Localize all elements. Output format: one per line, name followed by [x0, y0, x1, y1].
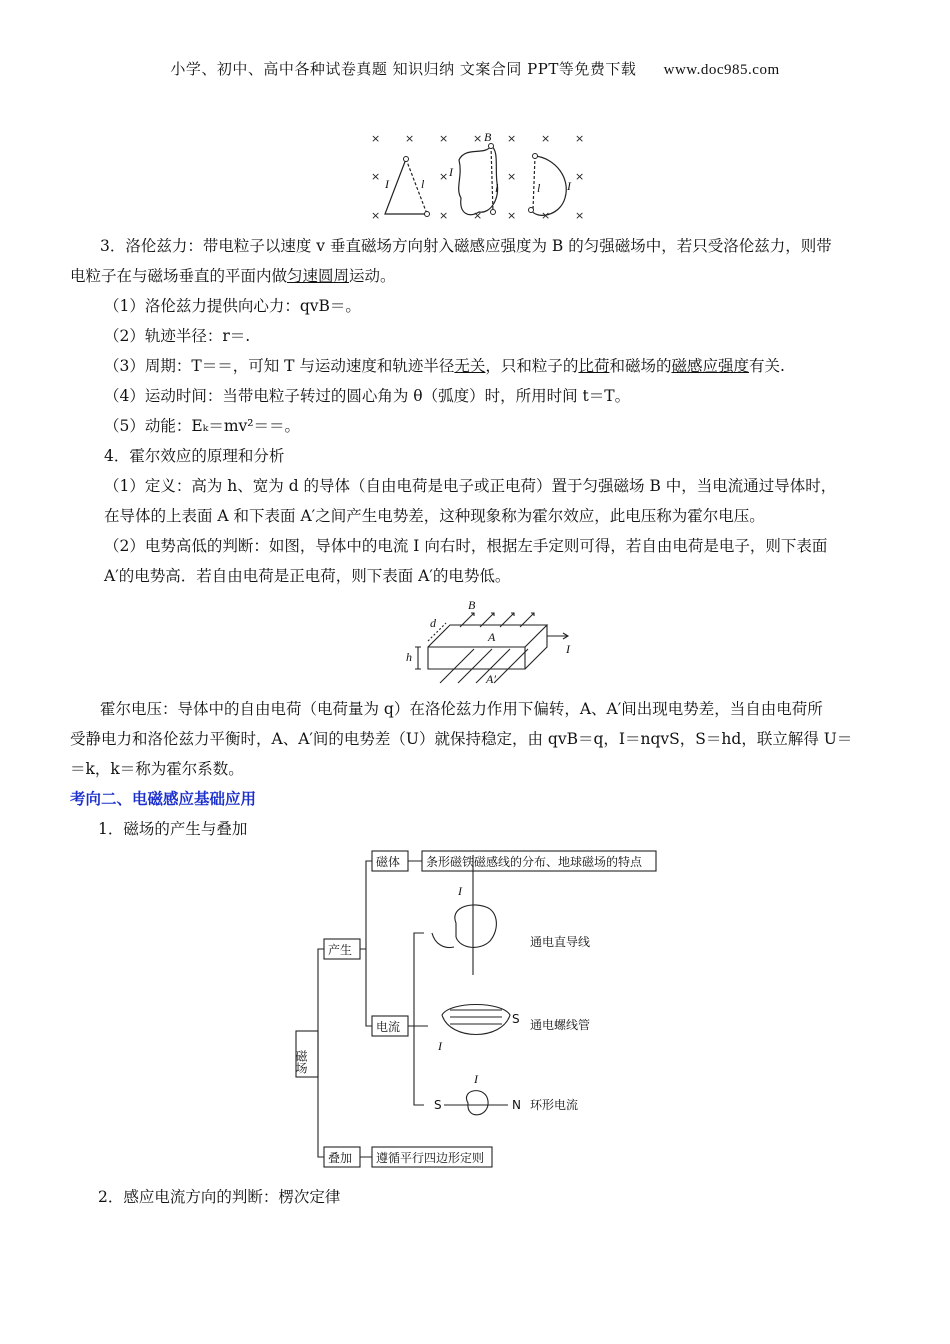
ring-S-label: S: [434, 1098, 442, 1112]
rule-label: 遵循平行四边形定则: [376, 1151, 485, 1165]
s3-line1: 3．洛伦兹力：带电粒子以速度 v 垂直磁场方向射入磁感应强度为 B 的匀强磁场中，若只受洛伦兹力，则带: [100, 237, 832, 255]
s3-item3-u1: 无关: [454, 357, 486, 375]
cross-mark: ×: [507, 170, 517, 183]
curl-arrow: [432, 933, 454, 947]
hand-icon: [455, 905, 497, 947]
open-chord: [533, 156, 535, 210]
solenoid-label: 通电螺线管: [530, 1018, 591, 1032]
magnet-desc-label: 条形磁铁磁感线的分布、地球磁场的特点: [426, 855, 643, 869]
section-2-title: 考向二、电磁感应基础应用: [70, 789, 257, 808]
cross-mark: ×: [507, 132, 517, 145]
hv-line3: ＝k，k＝称为霍尔系数。: [70, 760, 244, 778]
solenoid-S-label: S: [512, 1012, 520, 1026]
hall-voltage-para: [70, 694, 882, 844]
s4-def2: 在导体的上表面 A 和下表面 A′之间产生电势差，这种现象称为霍尔效应，此电压称为霍尔电压。: [104, 507, 765, 525]
irregular-chord: [491, 146, 493, 212]
header-url[interactable]: www.doc985.com: [663, 62, 780, 78]
s3-line2: [70, 261, 882, 291]
cross-mark: ×: [541, 209, 551, 222]
magnet-label: 磁体: [376, 855, 401, 869]
header-text: 小学、初中、高中各种试卷真题 知识归纳 文案合同 PPT等免费下载: [170, 60, 637, 78]
cross-mark: ×: [439, 170, 449, 183]
ring-label: 环形电流: [530, 1098, 579, 1112]
hall-block-side: [525, 625, 547, 669]
cross-mark: ×: [575, 132, 585, 145]
cross-mark: ×: [541, 132, 551, 145]
section-2-item1: 1．磁场的产生与叠加: [98, 820, 248, 838]
cross-mark: ×: [575, 170, 585, 183]
magnetic-field-mindmap: [290, 845, 670, 1175]
wire-I-label: I: [458, 884, 462, 898]
hall-figure: [400, 597, 580, 685]
s3-item3-post: 有关.: [748, 357, 785, 375]
s3-item3-mid2: 和磁场的: [609, 357, 672, 375]
solenoid-icon: [442, 1005, 510, 1035]
cross-mark: ×: [439, 209, 449, 222]
s3-item4: （4）运动时间：当带电粒子转过的圆心角为 θ（弧度）时，所用时间 t＝T。: [104, 387, 631, 405]
s3-item3-mid: ，只和粒子的: [485, 357, 579, 375]
root-branch: [318, 949, 324, 1157]
hall-label-A-prime: A′: [486, 672, 496, 685]
label-l: l: [495, 181, 499, 195]
cross-mark: ×: [507, 209, 517, 222]
cross-mark: ×: [405, 132, 415, 145]
section-2-footer: [70, 1182, 882, 1212]
s3-item3-u2: 比荷: [578, 357, 610, 375]
section-2-item2: 2．感应电流方向的判断：楞次定律: [98, 1188, 341, 1206]
s3-item5: （5）动能：Eₖ＝mv²＝＝。: [104, 417, 300, 435]
hall-block-front: [428, 647, 525, 669]
connector-lines: [360, 861, 422, 1157]
hall-label-d: d: [430, 616, 436, 630]
ring-I-label: I: [474, 1072, 478, 1086]
label-I: I: [449, 165, 453, 179]
root-label: 磁场: [294, 1050, 308, 1074]
s3-item2: （2）轨迹半径：r＝.: [104, 327, 251, 345]
cross-mark: ×: [473, 209, 483, 222]
field-crosses: [371, 132, 584, 222]
current-label: 电流: [376, 1020, 401, 1034]
solenoid-coils: [450, 1010, 502, 1024]
hv-line1: 霍尔电压：导体中的自由电荷（电荷量为 q）在洛伦兹力作用下偏转，A、A′间出现电势差，当自由电荷所: [100, 700, 823, 718]
hall-label-I: I: [566, 642, 570, 656]
ring-icon: [466, 1091, 488, 1115]
ring-N-label: N: [512, 1098, 521, 1112]
label-l: l: [537, 181, 541, 195]
cross-mark: ×: [371, 209, 381, 222]
wire-label: 通电直导线: [530, 935, 591, 949]
s3-item3-pre: （3）周期：T＝＝，可知 T 与运动速度和轨迹半径: [104, 357, 455, 375]
cross-mark: ×: [439, 132, 449, 145]
label-l: l: [421, 177, 425, 191]
page-header: [0, 58, 950, 79]
s4-title: 4．霍尔效应的原理和分析: [104, 447, 285, 465]
cross-mark: ×: [371, 132, 381, 145]
s3-item1: （1）洛伦兹力提供向心力：qvB＝。: [104, 297, 361, 315]
produce-branch: [360, 861, 372, 1026]
s3-item3: [104, 351, 882, 381]
hall-label-A: A: [488, 630, 496, 644]
label-B: B: [484, 130, 492, 144]
label-I: I: [385, 177, 389, 191]
s3-line2-post: 运动。: [349, 267, 396, 285]
s3-item3-u3: 磁感应强度: [671, 357, 749, 375]
section-3: [70, 231, 882, 591]
label-I: I: [567, 179, 571, 193]
current-branch: [408, 933, 428, 1105]
hv-line2: 受静电力和洛伦兹力平衡时，A、A′间的电势差（U）就保持稳定，由 qvB＝q，I＝nqvS，S＝hd，联立解得 U＝: [70, 730, 853, 748]
cross-mark: ×: [473, 132, 483, 145]
produce-label: 产生: [328, 943, 353, 957]
s4-def1: （1）定义：高为 h、宽为 d 的导体（自由电荷是电子或正电荷）置于匀强磁场 B 中，当电流通过导体时，: [104, 477, 837, 495]
s4-judge2: A′的电势高．若自由电荷是正电荷，则下表面 A′的电势低。: [104, 567, 511, 585]
hall-label-h: h: [406, 650, 412, 664]
cross-mark: ×: [575, 209, 585, 222]
cross-mark: ×: [371, 170, 381, 183]
s4-judge1: （2）电势高低的判断：如图，导体中的电流 I 向右时，根据左手定则可得，若自由电荷是电子，则下表面: [104, 537, 828, 555]
s3-line2-underline: 匀速圆周: [287, 267, 350, 285]
superpose-label: 叠加: [328, 1151, 353, 1165]
loops-figure: [365, 128, 595, 224]
s3-line2-pre: 电粒子在与磁场垂直的平面内做: [70, 267, 288, 285]
solenoid-I-label: I: [438, 1039, 442, 1053]
hall-label-B: B: [468, 598, 476, 612]
